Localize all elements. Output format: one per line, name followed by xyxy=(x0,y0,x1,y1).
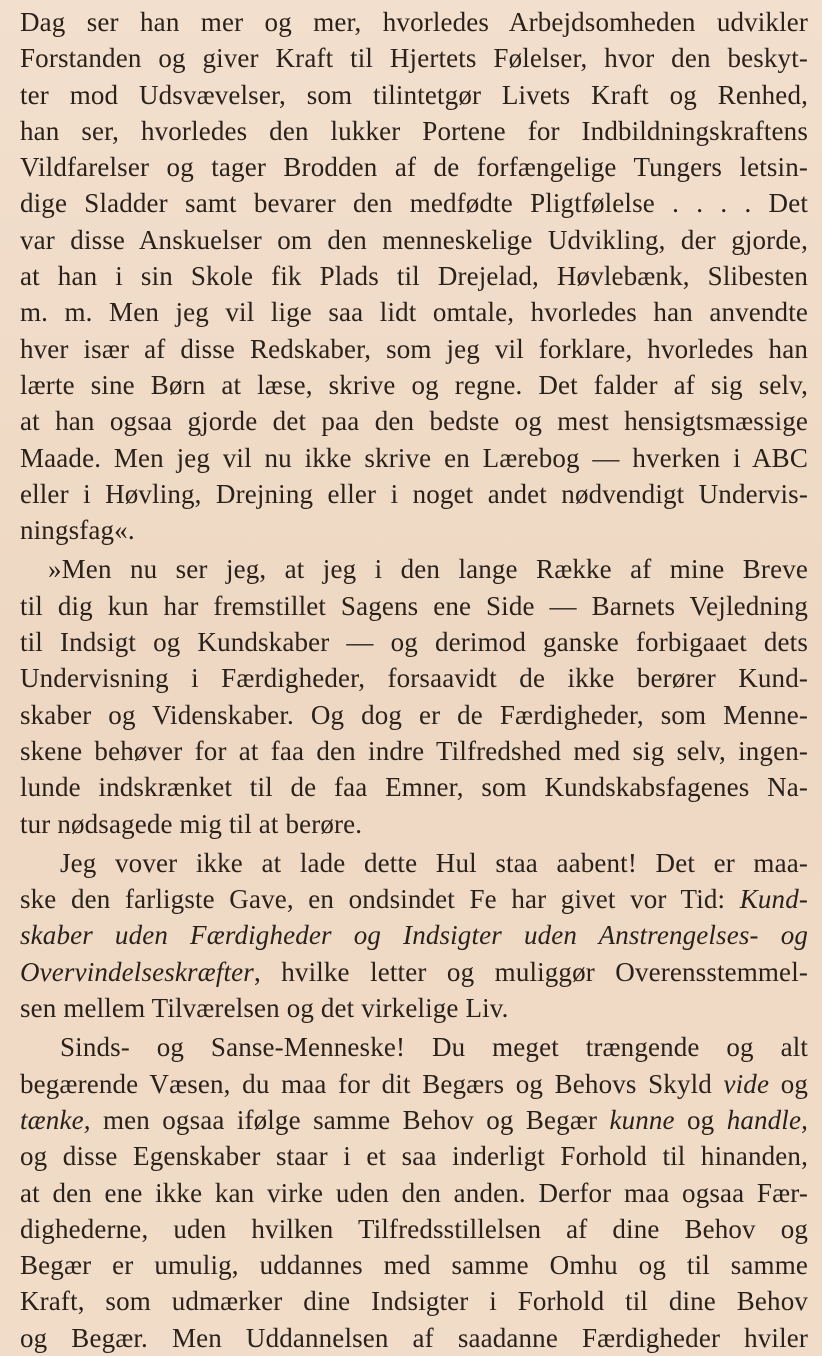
text-line xyxy=(20,990,808,1026)
text-line: var disse Anskuelser om den menneskelige Udvikling, der gjorde, xyxy=(20,224,808,255)
text-line: Undervisning i Færdigheder, forsaavidt de ikke berører Kund- xyxy=(20,663,808,694)
text-segment: og xyxy=(674,1104,727,1135)
text-line xyxy=(20,1320,808,1356)
text-line: eller i Høvling, Drejning eller i noget andet nødvendigt Undervis- xyxy=(20,478,808,509)
text-line: ningsfag«. xyxy=(20,515,135,546)
text-segment: og xyxy=(769,1068,809,1099)
text-line: m. m. Men jeg vil lige saa lidt omtale, hvorledes han anvendte xyxy=(20,297,808,328)
italic-text: skaber uden Færdigheder og Indsigter uden Anstrengelses- og xyxy=(20,920,808,951)
text-segment: sen mellem Tilværelsen og det virkelige Liv. xyxy=(20,993,509,1024)
text-segment: og disse Egenskaber staar i et saa inderligt Forhold til hinanden, xyxy=(20,1141,808,1172)
text-line xyxy=(20,1138,808,1174)
text-line xyxy=(20,881,808,917)
italic-text: Overvindelseskræfter xyxy=(20,956,254,987)
text-segment: men ogsaa ifølge samme Behov og Begær xyxy=(90,1104,610,1135)
text-line xyxy=(20,1211,808,1247)
text-segment: begærende Væsen, du maa for dit Begærs og Behovs Skyld xyxy=(20,1068,724,1099)
text-line xyxy=(20,1283,808,1319)
text-line: tur nødsagede mig til at berøre. xyxy=(20,808,363,839)
text-line: ter mod Udsvævelser, som tilintetgør Livets Kraft og Renhed, xyxy=(20,79,808,110)
italic-text: handle, xyxy=(726,1104,808,1135)
text-line: lunde indskrænket til de faa Emner, som Kundskabsfagenes Na- xyxy=(20,772,808,803)
paragraph-4 xyxy=(20,1029,808,1356)
text-segment: at den ene ikke kan virke uden den anden. Derfor maa ogsaa Fær- xyxy=(20,1177,808,1208)
text-line xyxy=(20,954,808,990)
text-line: at han ogsaa gjorde det paa den bedste og mest hensigtsmæssige xyxy=(20,406,808,437)
paragraph-1 xyxy=(20,4,808,548)
text-segment: Kraft, som udmærker dine Indsigter i Forhold til dine Behov xyxy=(20,1286,808,1317)
text-line: lærte sine Børn at læse, skrive og regne. Det falder af sig selv, xyxy=(20,369,808,400)
text-line xyxy=(20,1102,808,1138)
text-line: »Men nu ser jeg, at jeg i den lange Række af mine Breve xyxy=(48,554,808,585)
text-line: hver især af disse Redskaber, som jeg vil forklare, hvorledes han xyxy=(20,333,808,364)
text-line: Vildfarelser og tager Brodden af de forfængelige Tungers letsin- xyxy=(20,152,808,183)
text-line xyxy=(20,1175,808,1211)
text-line: Dag ser han mer og mer, hvorledes Arbejdsomheden udvikler xyxy=(20,7,808,37)
paragraph-3 xyxy=(20,845,808,1026)
text-segment: og Begær. Men Uddannelsen af saadanne Færdigheder hviler xyxy=(20,1322,808,1353)
text-segment: ske den farligste Gave, en ondsindet Fe har givet vor Tid: xyxy=(20,884,740,915)
text-line: dige Sladder samt bevarer den medfødte Pligtfølelse . . . . Det xyxy=(20,188,808,219)
text-segment: Begær er umulig, uddannes med samme Omhu og til samme xyxy=(20,1250,808,1281)
paragraph-2 xyxy=(20,551,808,841)
italic-text: kunne xyxy=(609,1104,675,1135)
text-line: skaber og Videnskaber. Og dog er de Færdigheder, som Menne- xyxy=(20,699,808,730)
text-segment: , hvilke letter og muliggør Overensstemmel- xyxy=(253,956,808,987)
text-segment: Sinds- og Sanse-Menneske! Du meget trængende og alt xyxy=(60,1032,808,1063)
text-line xyxy=(20,1029,808,1065)
text-line: han ser, hvorledes den lukker Portene for Indbildningskraftens xyxy=(20,115,808,146)
text-line: til dig kun har fremstillet Sagens ene Side — Barnets Vejledning xyxy=(20,590,808,621)
text-line: Maade. Men jeg vil nu ikke skrive en Lærebog — hverken i ABC xyxy=(20,442,808,473)
text-line: skene behøver for at faa den indre Tilfredshed med sig selv, ingen- xyxy=(20,735,808,766)
italic-text: tænke, xyxy=(20,1104,91,1135)
text-line: at han i sin Skole fik Plads til Drejelad, Høvlebænk, Slibesten xyxy=(20,261,808,292)
text-segment: Jeg vover ikke at lade dette Hul staa aabent! Det er maa- xyxy=(60,847,808,878)
text-line xyxy=(20,917,808,953)
text-line xyxy=(20,845,808,881)
italic-text: vide xyxy=(723,1068,770,1099)
text-line: Forstanden og giver Kraft til Hjertets Følelser, hvor den beskyt- xyxy=(20,43,808,74)
text-line: til Indsigt og Kundskaber — og derimod ganske forbigaaet dets xyxy=(20,627,808,658)
text-line xyxy=(20,1247,808,1283)
text-segment: dighederne, uden hvilken Tilfredsstillelsen af dine Behov og xyxy=(20,1213,808,1244)
italic-text: Kund- xyxy=(739,884,808,915)
text-line xyxy=(20,1066,808,1102)
